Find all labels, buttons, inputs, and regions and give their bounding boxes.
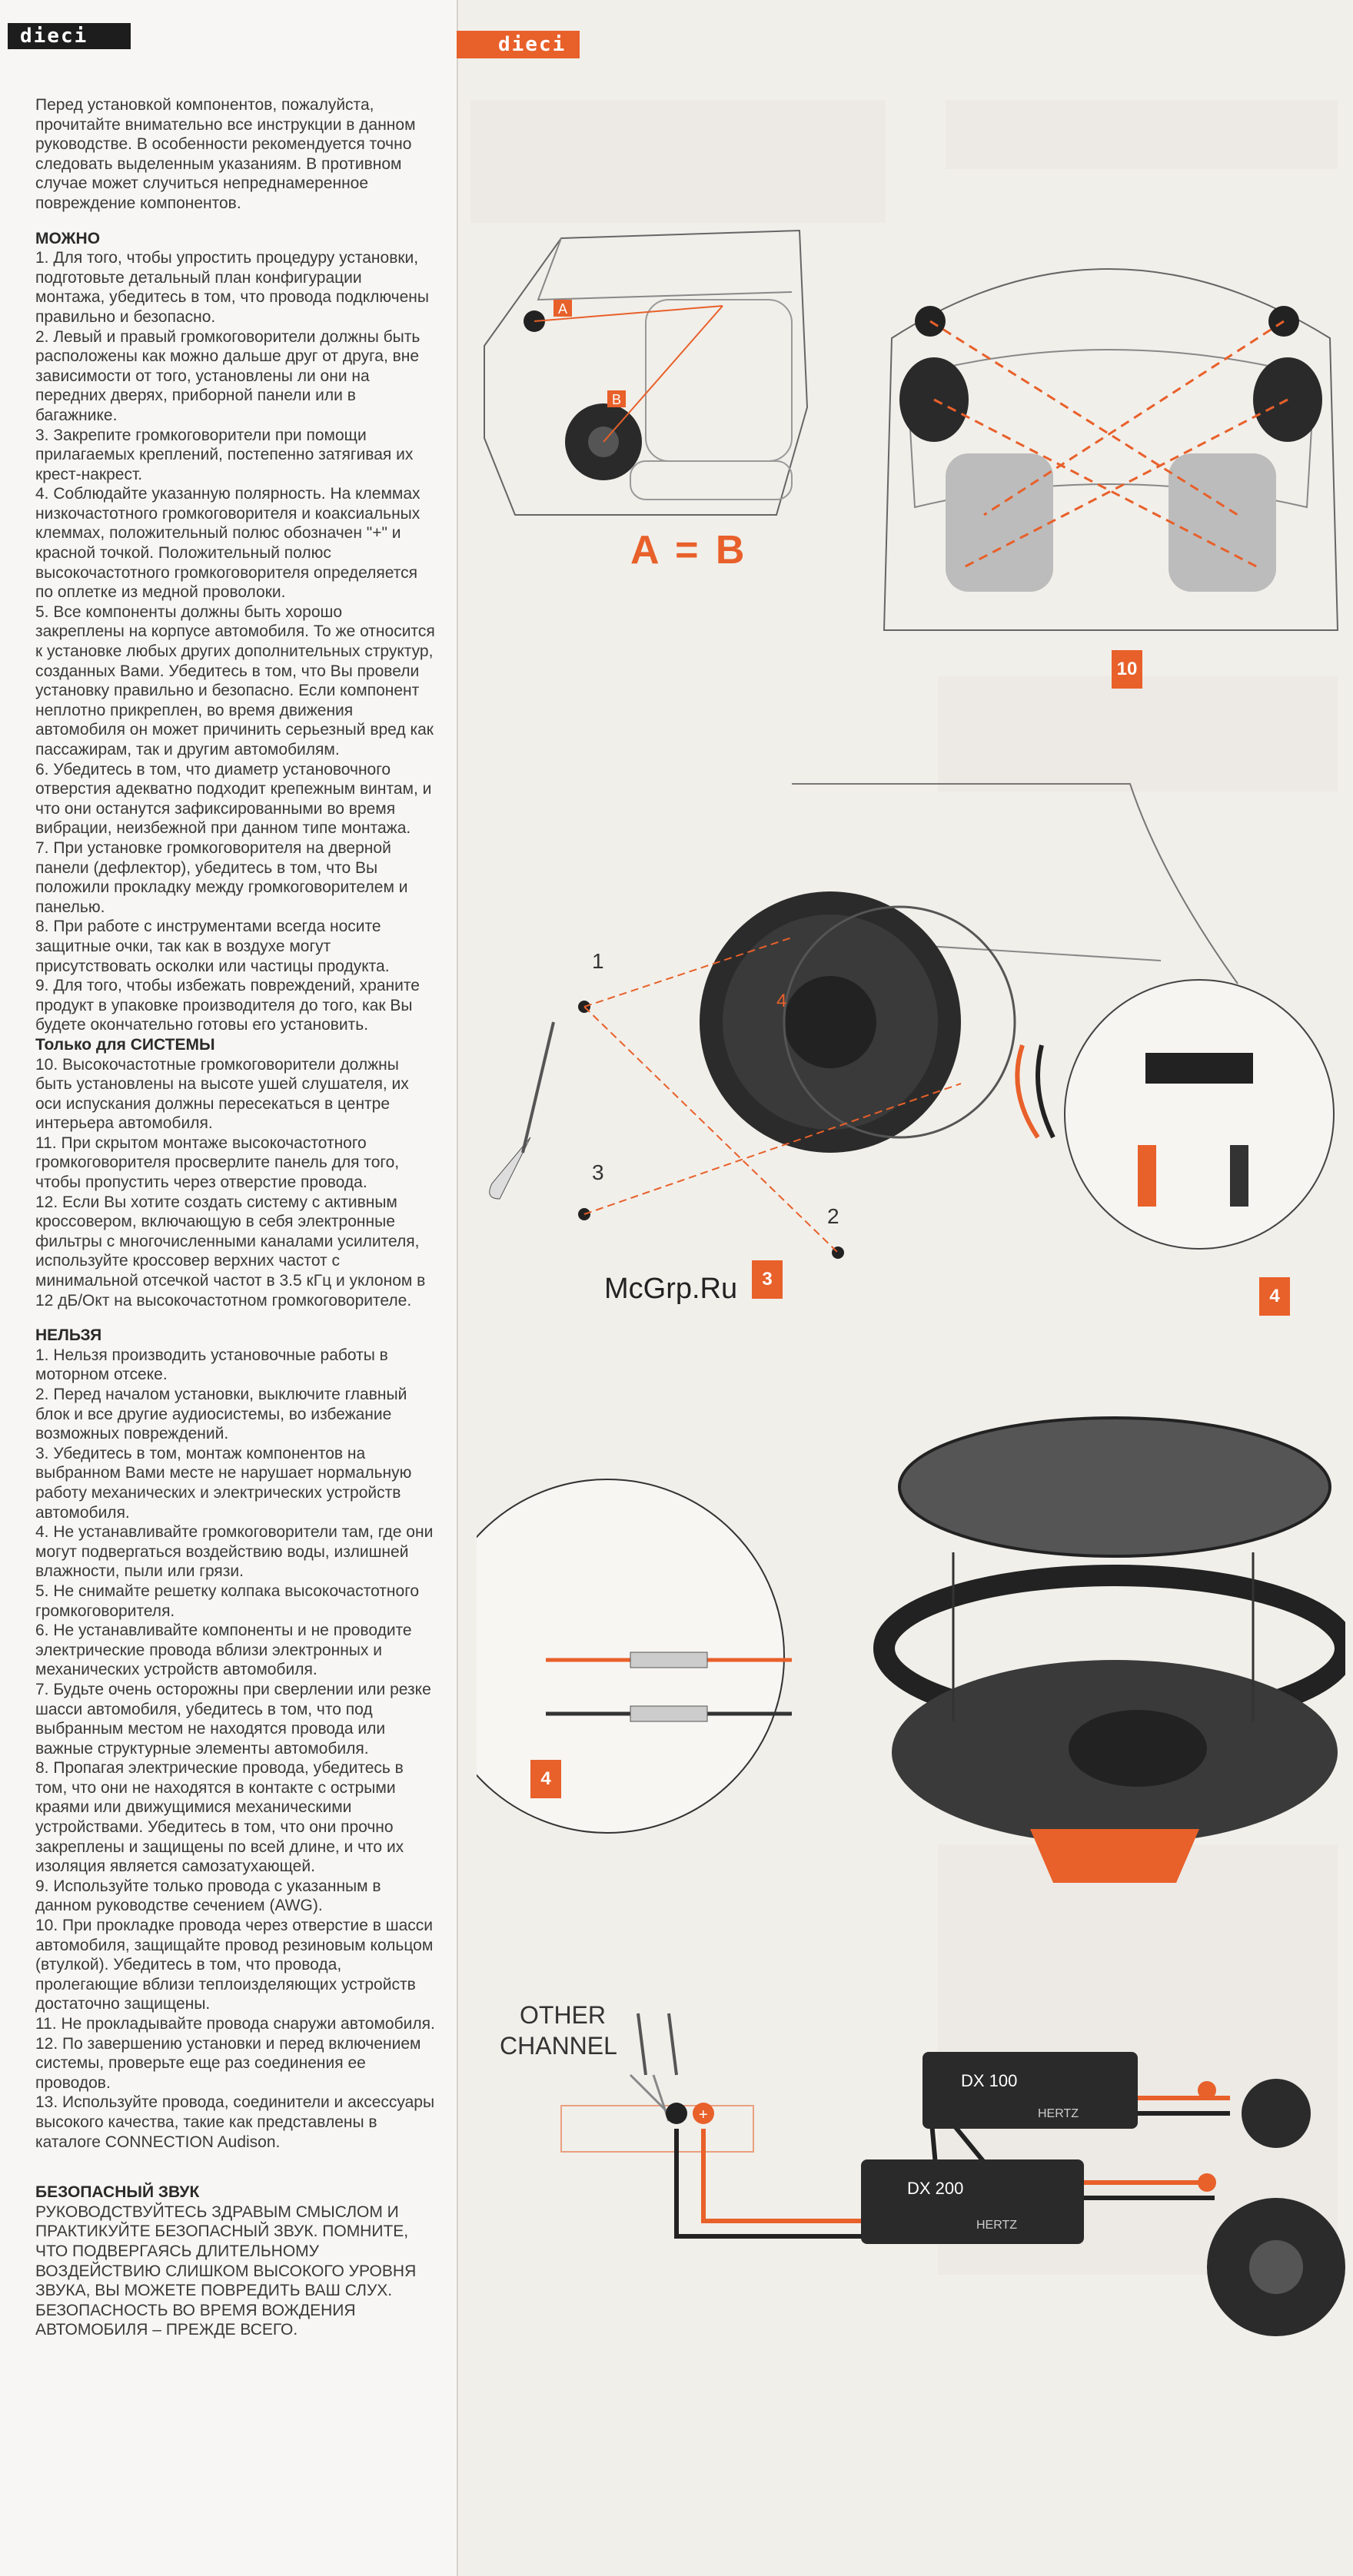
- cannot-item: 3. Убедитесь в том, монтаж компонентов на выбранном Вами месте не нарушает нормальную работу механических и электрических устройств автомобиля.: [35, 1444, 412, 1522]
- can-item: 4. Соблюдайте указанную полярность. На клеммах низкочастотного громкоговорителя и коаксиальных клеммах, положительный полюс обозначен "+" и красной точкой. Положительный полюс высокочастотного громкоговорителя определяется по оплетке из медной проволоки.: [35, 485, 421, 602]
- ghost-text-block: [946, 100, 1338, 169]
- cannot-item: 2. Перед началом установки, выключите главный блок и все другие аудиосистемы, во избежание возможных повреждений.: [35, 1386, 407, 1443]
- cannot-item: 8. Пропагая электрические провода, убедитесь в том, что они не находятся в контакте с острыми краями или движущимися механическими устройствами. Убедитесь в том, что они прочно закреплены и защищены по всей длине, и что их изоляция является самозатухающей.: [35, 1759, 404, 1876]
- figure-4-badge-top: 4: [1259, 1277, 1290, 1316]
- intro-paragraph: Перед установкой компонентов, пожалуйста, прочитайте внимательно все инструкции в данном руководстве. В особенности рекомендуется точно следовать выделенным указаниям. В противном случае может случиться непреднамеренное повреждение компонентов.: [35, 96, 416, 212]
- cannot-item: 5. Не снимайте решетку колпака высокочастотного громкоговорителя.: [35, 1582, 420, 1620]
- can-item: 7. При установке громкоговорителя на дверной панели (дефлектор), убедитесь в том, что Вы положили прокладку между громкоговорителем и панелью.: [35, 838, 408, 916]
- hertz-label-2: HERTZ: [976, 2219, 1018, 2232]
- figure-woofer-install: [469, 753, 1345, 1322]
- can-item: 5. Все компоненты должны быть хорошо закреплены на корпусе автомобиля. То же относится к установке любых других дополнительных структур, созданных Вами. Убедитесь в том, что Вы провели установку правильно и безопасно. Если компонент неплотно прикреплен, во время движения автомобиля он может причинить серьезный вред как пассажирам, так и другим автомобилям.: [35, 603, 435, 759]
- safe-title: БЕЗОПАСНЫЙ ЗВУК: [35, 2183, 200, 2202]
- figure-10-badge: 10: [1112, 650, 1142, 689]
- figure-3-badge: 3: [752, 1260, 783, 1299]
- can-item: 3. Закрепите громкоговорители при помощи прилагаемых креплений, постепенно затягивая их крест-накрест.: [35, 426, 414, 483]
- hertz-label-1: HERTZ: [1038, 2107, 1079, 2120]
- system-item: 11. При скрытом монтаже высокочастотного громкоговорителя просверлите панель для того, чтобы пропустить через отверстие провода.: [35, 1134, 400, 1192]
- point-b-label: B: [611, 392, 622, 407]
- figure-crossover-wiring: [477, 1929, 1345, 2359]
- system-title: Только для СИСТЕМЫ: [35, 1035, 215, 1054]
- brand-logo-left: dieci: [8, 23, 131, 49]
- crossover-dx100-label: DX 100: [961, 2071, 1018, 2090]
- plus-sign: +: [699, 2106, 708, 2123]
- instructions-text: [35, 95, 435, 2340]
- figure-dashboard-topview: [876, 231, 1345, 646]
- cannot-item: 11. Не прокладывайте провода снаружи автомобиля.: [35, 2015, 435, 2033]
- can-item: 8. При работе с инструментами всегда носите защитные очки, так как в воздухе могут присутствовать осколки или частицы продукта.: [35, 918, 390, 975]
- equality-label: A = B: [630, 528, 748, 573]
- cannot-title: НЕЛЬЗЯ: [35, 1326, 102, 1345]
- figure-coaxial-speaker: [477, 1399, 1345, 1929]
- cannot-item: 1. Нельзя производить установочные работы в моторном отсеке.: [35, 1346, 388, 1384]
- cannot-item: 10. При прокладке провода через отверстие в шасси автомобиля, защищайте провод резиновым кольцом (втулкой). Убедитесь в том, что провода, пролегающие вблизи теплоизделяющих устройств достаточно защищены.: [35, 1917, 434, 2013]
- cannot-item: 7. Будьте очень осторожны при сверлении или резке шасси автомобиля, убедитесь в том, что под выбранным местом не находятся провода или важные структурные элементы автомобиля.: [35, 1680, 431, 1758]
- other-channel-line-1: OTHER: [520, 2001, 606, 2029]
- other-channel-line-2: CHANNEL: [500, 2032, 617, 2060]
- cannot-item: 4. Не устанавливайте громкоговорители там, где они могут подвергаться воздействию воды, излишней влажности, пыли или грязи.: [35, 1523, 434, 1581]
- system-item: 12. Если Вы хотите создать систему с активным кроссовером, включающую в себя электронные фильтры с многочисленными каналами усилителя, используйте кроссовер верхних частот с минимальной отсечкой частот в 3.5 кГц и уклоном в 12 дБ/Окт на высокочастотном громкоговорителе.: [35, 1193, 426, 1310]
- ghost-text-block: [470, 100, 886, 223]
- safe-text: РУКОВОДСТВУЙТЕСЬ ЗДРАВЫМ СМЫСЛОМ И ПРАКТИКУЙТЕ БЕЗОПАСНЫЙ ЗВУК. ПОМНИТЕ, ЧТО ПОДВЕРГАЯСЬ ДЛИТЕЛЬНОМУ ВОЗДЕЙСТВИЮ СЛИШКОМ ВЫСОКОГО УРОВНЯ ЗВУКА, ВЫ МОЖЕТЕ ПОВРЕДИТЬ ВАШ СЛУХ. БЕЗОПАСНОСТЬ ВО ВРЕМЯ ВОЖДЕНИЯ АВТОМОБИЛЯ – ПРЕЖДЕ ВСЕГО.: [35, 2203, 417, 2339]
- can-item: 2. Левый и правый громкоговорители должны быть расположены как можно дальше друг от друга, вне зависимости от того, установлены ли они на передних дверях, приборной панели или в багажнике.: [35, 327, 421, 424]
- can-item: 1. Для того, чтобы упростить процедуру установки, подготовьте детальный план конфигурации монтажа, убедитесь в том, что провода подключены правильно и безопасно.: [35, 249, 429, 326]
- cannot-item: 9. Используйте только провода с указанным в данном руководстве сечением (AWG).: [35, 1877, 381, 1915]
- can-title: МОЖНО: [35, 229, 101, 247]
- cannot-item: 13. Используйте провода, соединители и аксессуары высокого качества, такие как представлены в каталоге CONNECTION Audison.: [35, 2093, 435, 2151]
- cannot-item: 6. Не устанавливайте компоненты и не проводите электрические провода вблизи электронных и механических устройств автомобиля.: [35, 1622, 412, 1679]
- can-item: 6. Убедитесь в том, что диаметр установочного отверстия адекватно подходит крепежным винтам, и что они останутся зафиксированными во время вибрации, неизбежной при данном типе монтажа.: [35, 760, 432, 838]
- can-item: 9. Для того, чтобы избежать повреждений, храните продукт в упаковке производителя до того, как Вы будете окончательно готовы его установить.: [35, 977, 420, 1034]
- screw-number-3: 3: [592, 1160, 604, 1184]
- cannot-item: 12. По завершению установки и перед включением системы, проверьте еще раз соединения ее проводов.: [35, 2034, 421, 2092]
- crossover-dx200-label: DX 200: [907, 2179, 964, 2198]
- woofer-number: 4: [776, 991, 787, 1011]
- watermark: McGrp.Ru: [604, 1273, 738, 1305]
- point-a-label: A: [557, 301, 568, 317]
- system-item: 10. Высокочастотные громкоговорители должны быть установлены на высоте ушей слушателя, их оси испускания должны пересекаться в центре интерьера автомобиля.: [35, 1055, 409, 1133]
- figure-door-placement: [469, 207, 838, 530]
- screw-number-2: 2: [827, 1204, 839, 1228]
- brand-logo-right: dieci: [457, 31, 580, 58]
- screw-number-1: 1: [592, 949, 604, 973]
- figure-4-badge-bottom: 4: [530, 1760, 561, 1798]
